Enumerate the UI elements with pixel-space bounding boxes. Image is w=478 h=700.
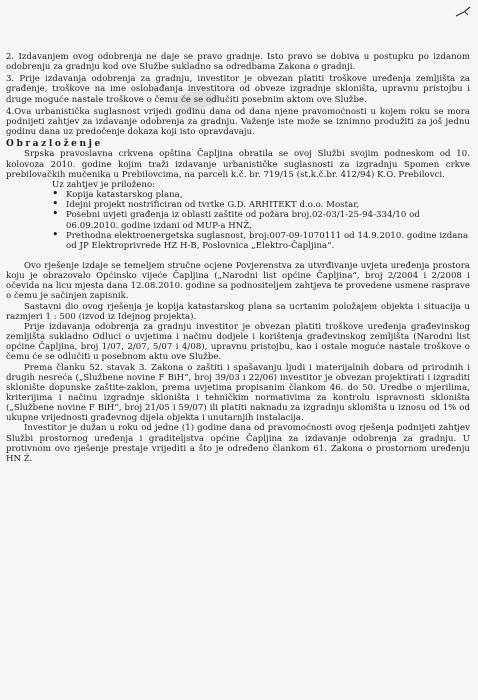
faded-stamp [4, 32, 164, 54]
body-paragraph: Prije izdavanja odobrenja za gradnju investitor je obvezan platiti troškove uređenja građevinskog zemljišta sukladno Odluci o uvjetima i načinu dodjele i korištenja građevinskog zemljišta (Narodni list općine Čapljina, broj 1/07, 2/07, 5/07 i 4/08), upravnu pristojbu, kao i ostale moguće nastale troškove o čemu će se odlučiti u posebnom aktu ove Službe. [6, 321, 470, 363]
list-item: • Kopija katastarskog plana, [52, 190, 470, 200]
point-3: 3. Prije izdavanja odobrenja za gradnju, investitor je obvezan platiti troškove uređenja zemljišta za građenje, troškove na ime oslobađanja investitora od obveze izgradnje skloništa, upravnu pristojbu i druge moguće nastale troškove o čemu će se odlučiti posebnim aktom ove Službe. [6, 74, 470, 105]
point-4: 4.Ova urbanistička suglasnost vrijedi godinu dana od dana njene pravomoćnosti u kojem roku se mora podnijeti zahtjev za izdavanje odobrenja za gradnju. Važenje iste može se iznimno produžiti za još jednu godinu dana uz predočenje dokaza koji isto opravdavaju. [6, 106, 470, 138]
body-paragraph: Prema članku 52. stavak 3. Zakona o zaštiti i spašavanju ljudi i materijalnih dobara od prirodnih i drugih nesreća („Službene novine F BiH“, broj 39/03 i 22/06) investitor je obvezan projektirati i izgraditi sklonište dopunske zaštite-zaklon, prema uvjetima propisanim člankom 46. do 50. Uredbe o mjerilima, kriterijima i načinu izgradnje skloništa i tehničkim normativima za kontrolu ispravnosti skloništa („Službene novine F BiH“, broj 21/05 i 59/07) ili platiti naknadu za izgradnju skloništa u iznosu od 1% od ukupne vrijednosti građevnog dijela objekta i unutarnjih instalacija. [6, 362, 470, 424]
point-2: 2. Izdavanjem ovog odobrenja ne daje se pravo gradnje. Isto pravo se dobiva u postupku po izdanom odobrenju za gradnju kod ove Službe sukladno sa odredbama Zakona o gradnji. [6, 52, 470, 73]
pen-mark-icon [454, 4, 472, 22]
list-item: • Idejni projekt nostrificiran od tvrtke G.D. ARHITEKT d.o.o. Mostar, [52, 200, 470, 210]
attachments-list [6, 190, 470, 251]
list-item: • Prethodna elektroenergetska suglasnost, broj:007-09-1070111 od 14.9.2010. godine izdana od JP Elektroprivrede HZ H-B, Poslovnica „Elektro-Čapljina“. [52, 231, 470, 251]
list-item: • Posebni uvjeti građenja iz oblasti zaštite od požara broj.02-03/1-25-94-334/10 od 06.09.2010. godine izdani od MUP-a HNŽ, [52, 210, 470, 230]
attachments-lead: Uz zahtjev je priloženo: [52, 179, 156, 190]
section-heading: Obrazloženje [6, 139, 103, 150]
document-body [6, 52, 470, 464]
intro-paragraph: Srpska pravoslavna crkvena opština Čapljina obratila se ovoj Službi svojim podneskom od 10. kolovoza 2010. godine kojim traži izdavanje urbanističke suglasnosti za izgradnju Spomen crkve prebilovačkih mučenika u Prebilovcima, na parceli k.č. br. 719/15 (st.k.č.br. 412/94) K.O. Prebilovci. [6, 149, 470, 180]
body-paragraph: Investitor je dužan u roku od jedne (1) godine dana od pravomoćnosti ovog rješenja podnijeti zahtjev Službi prostornog uređenja i graditeljstva općine Čapljina za izdavanje odobrenja za gradnju. U protivnom ovo rješenje prestaje vrijediti a što je određeno člankom 61. Zakona o prostornom uređenju HN Ž. [6, 423, 470, 464]
body-paragraph: Ovo rješenje izdaje se temeljem stručne ocjene Povjerenstva za utvrđivanje uvjeta uređenja prostora koju je obrazovalo Općinsko vijeće Čapljina („Narodni list općine Čapljina“, broj 2/2004 i 2/2008 i očevida na licu mjesta dana 12.08.2010. godine sa podnositeljem zahtjeva te provedene usmene rasprave o čemu je sačinjen zapisnik. [6, 260, 470, 302]
body-paragraph: Sastavni dio ovog rješenja je kopija katastarskog plana sa ucrtanim položajem objekta i situacija u razmjeri 1 : 500 (izvod iz Idejnog projekta). [6, 301, 470, 322]
